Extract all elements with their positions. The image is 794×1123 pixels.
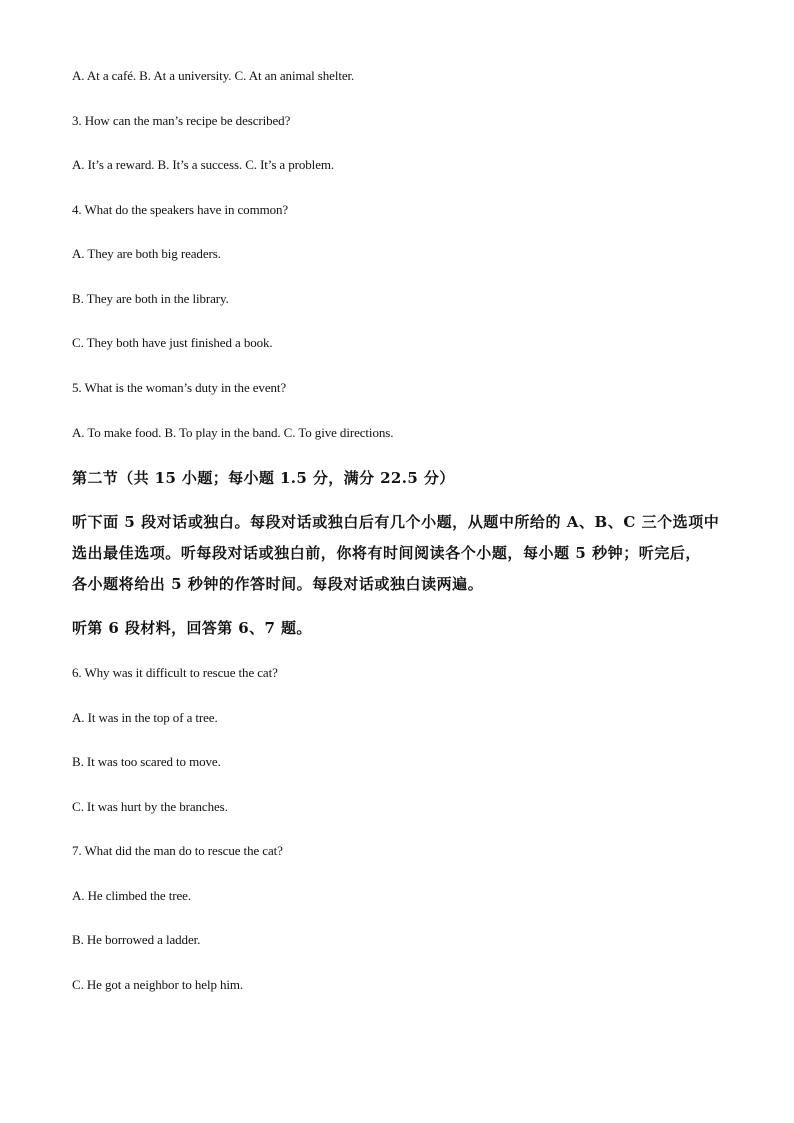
q7-option-a: A. He climbed the tree.: [72, 888, 191, 903]
q3-options: A. It’s a reward. B. It’s a success. C. It’s a problem.: [72, 157, 335, 172]
q7-question: 7. What did the man do to rescue the cat?: [72, 843, 283, 858]
q7-option-b: B. He borrowed a ladder.: [72, 932, 201, 947]
q2-options: A. At a café. B. At a university. C. At an animal shelter.: [72, 68, 355, 83]
q5-question: 5. What is the woman’s duty in the event?: [72, 380, 287, 395]
q4-question: 4. What do the speakers have in common?: [72, 202, 289, 217]
q6-question: 6. Why was it difficult to rescue the cat?: [72, 665, 278, 680]
instructions-line-1: 听下面 5 段对话或独白。每段对话或独白后有几个小题，从题中所给的 A、B、C 三个选项中: [72, 513, 720, 531]
material-label: 听第 6 段材料，回答第 6、7 题。: [72, 619, 312, 637]
q5-options: A. To make food. B. To play in the band. C. To give directions.: [72, 425, 394, 440]
q4-option-c: C. They both have just finished a book.: [72, 335, 273, 350]
instructions-line-3: 各小题将给出 5 秒钟的作答时间。每段对话或独白读两遍。: [72, 575, 484, 593]
q4-option-a: A. They are both big readers.: [72, 246, 221, 261]
q6-option-c: C. It was hurt by the branches.: [72, 799, 228, 814]
instructions-line-2: 选出最佳选项。听每段对话或独白前，你将有时间阅读各个小题，每小题 5 秒钟；听完后，: [72, 544, 701, 562]
q6-option-b: B. It was too scared to move.: [72, 754, 221, 769]
q3-question: 3. How can the man’s recipe be described?: [72, 113, 291, 128]
q4-option-b: B. They are both in the library.: [72, 291, 229, 306]
section-heading: 第二节（共 15 小题；每小题 1.5 分，满分 22.5 分）: [72, 469, 455, 487]
q7-option-c: C. He got a neighbor to help him.: [72, 977, 244, 992]
q6-option-a: A. It was in the top of a tree.: [72, 710, 218, 725]
